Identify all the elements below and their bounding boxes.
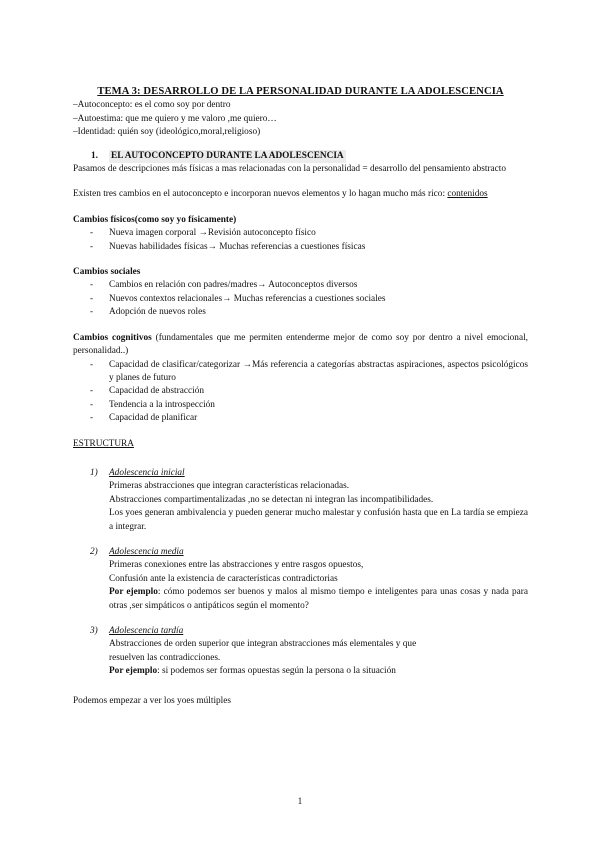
estructura-item-line: Primeras abstracciones que integran características relacionadas. [109, 481, 350, 492]
list-item: - Capacidad de clasificar/categorizar →Más referencia a categorías abstractas aspiraciones, aspectos psicológicos y planes de futuro [73, 359, 528, 386]
estructura-item-line: Primeras conexiones entre las abstracciones y entre rasgos opuestos, [109, 560, 364, 571]
closing-line: Podemos empezar a ver los yoes múltiples [73, 695, 232, 706]
list-item: - Capacidad de abstracción [73, 385, 528, 398]
estructura-item-line: resuelven las contradicciones. [109, 652, 221, 663]
document-content [73, 85, 528, 708]
list-item: - Nueva imagen corporal →Revisión autoconcepto físico [73, 227, 528, 240]
list-item: - Adopción de nuevos roles [73, 306, 528, 319]
list-item: - Nuevas habilidades físicas→ Muchas referencias a cuestiones físicas [73, 241, 528, 254]
cambios-cognitivos-intro: (fundamentales que me permiten entenderme mejor de como soy por dentro a nivel emocional, personalidad..) [73, 332, 528, 357]
estructura-item-number: 2) [90, 546, 98, 557]
list-item: - Cambios en relación con padres/madres→ Autoconceptos diversos [73, 279, 528, 292]
section-1-paragraph: Pasamos de descripciones más físicas a mas relacionadas con la personalidad = desarrollo del pensamiento abstracto [73, 164, 507, 175]
estructura-item-line: Los yoes generan ambivalencia y pueden generar mucho malestar y confusión hasta que en La tardía se empieza a integrar. [109, 508, 528, 532]
estructura-item-example [109, 586, 528, 613]
intro-line-identidad: –Identidad: quién soy (ideológico,moral,religioso) [73, 127, 261, 138]
cambios-sociales-list [73, 279, 528, 319]
intro-line-autoestima: –Autoestima: que me quiero y me valoro ,me quiero… [73, 113, 277, 124]
estructura-item-tardia [90, 625, 528, 679]
intro-line-autoconcepto: –Autoconcepto: es el como soy por dentro [73, 100, 231, 111]
cambios-fisicos-heading: Cambios físicos(como soy yo físicamente) [73, 214, 237, 225]
estructura-item-example [109, 665, 528, 678]
cambios-fisicos-list [73, 227, 528, 254]
list-item: - Nuevos contextos relacionales→ Muchas referencias a cuestiones sociales [73, 293, 528, 306]
estructura-item-inicial [90, 467, 528, 534]
estructura-item-line: Abstracciones de orden superior que integran abstracciones más elementales y que [109, 639, 417, 650]
example-label: Por ejemplo [109, 666, 158, 677]
document-title: TEMA 3: DESARROLLO DE LA PERSONALIDAD DURANTE LA ADOLESCENCIA [97, 86, 504, 97]
cambios-cognitivos-heading: Cambios cognitivos [73, 332, 152, 343]
section-1-title: EL AUTOCONCEPTO DURANTE LA ADOLESCENCIA [109, 150, 346, 163]
page-number: 1 [297, 797, 303, 807]
cambios-cognitivos-list [73, 359, 528, 426]
estructura-heading: ESTRUCTURA [73, 438, 134, 449]
estructura-item-number: 1) [90, 467, 98, 478]
estructura-item-line: Abstracciones compartimentalizadas ,no se detectan ni integran las incompatibilidades. [109, 494, 434, 505]
section-1-number: 1. [91, 150, 98, 161]
estructura-item-title: 3) Adolescencia tardía [90, 625, 528, 638]
list-item: - Capacidad de planificar [73, 412, 528, 425]
section-1-heading [91, 150, 528, 163]
changes-sentence [73, 188, 528, 201]
estructura-item-title: 1) Adolescencia inicial [90, 467, 528, 480]
list-item: - Tendencia a la introspección [73, 399, 528, 412]
example-text: : cómo podemos ser buenos y malos al mismo tiempo e inteligentes para unas cosas y nada para otras ,ser simpáticos o antipáticos según el momento? [109, 587, 528, 611]
example-label: Por ejemplo [109, 587, 158, 598]
cambios-cognitivos-paragraph [73, 332, 528, 359]
estructura-item-title: 2) Adolescencia media [90, 546, 528, 559]
cambios-sociales-heading: Cambios sociales [73, 267, 141, 278]
estructura-item-line: Confusión ante la existencia de características contradictorias [109, 573, 338, 584]
example-text: : si podemos ser formas opuestas según la persona o la situación [157, 666, 396, 677]
changes-text: Existen tres cambios en el autoconcepto e incorporan nuevos elementos y lo hagan mucho más rico: [73, 189, 446, 200]
changes-link: contenidos [447, 189, 488, 200]
estructura-item-media [90, 546, 528, 613]
estructura-item-number: 3) [90, 626, 98, 636]
